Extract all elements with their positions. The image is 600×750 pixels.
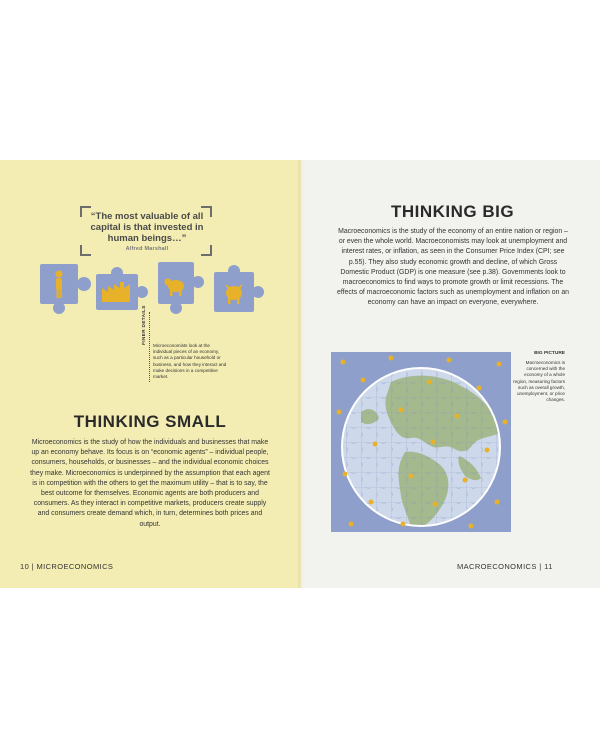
puzzle-piece-person	[40, 264, 91, 314]
heading-thinking-big: THINKING BIG	[390, 202, 515, 221]
puzzle-piece-factory	[96, 267, 148, 310]
quote-text: “The most valuable of all capital is that invested in human beings…”	[90, 211, 204, 244]
puzzle-piece-bull	[214, 265, 264, 312]
finer-details-text: Microeconomists look at the individual pieces of an economy, such as a particular household or business, and how they interact and make decisions in a competitive market.	[153, 343, 227, 380]
page-footer-right: MACROECONOMICS | 11	[457, 562, 553, 571]
big-picture-text: Macroeconomics is concerned with the economy of a whole region, measuring factors such as overall growth, unemployment, or price changes.	[513, 360, 565, 403]
finer-details-label: FINER DETAILS	[142, 305, 147, 345]
heading-thinking-small: THINKING SMALL	[73, 412, 227, 431]
quote-box	[80, 206, 212, 256]
puzzle-piece-bear	[158, 262, 204, 314]
globe-puzzle-illustration	[331, 352, 511, 532]
body-text-macro: Macroeconomics is the study of the economy of an entire nation or region – or even the whole world. Macroeconomists may look at unemployment and interest rates, or inflation, as seen in the Consumer Price Index (CPI; see p.55). They also study economic growth and decline, of which Gross Domestic Product (GDP) is one measure (see p.38). Governments look to macroeconomics to find ways to promote growth or limit recessions. The effects of macroeconomic factors such as unemployment and inflation on an economy can have an impact on everyone, everywhere.	[337, 228, 569, 307]
quote-author: Alfred Marshall	[125, 246, 169, 252]
puzzle-pieces-illustration	[38, 260, 270, 322]
book-spread	[0, 160, 600, 588]
page-footer-left: 10 | MICROECONOMICS	[20, 562, 114, 571]
body-text-micro: Microeconomics is the study of how the individuals and businesses that make up an economy behave. Its focus is on “economic agents” – individual people, consumers, households, or businesses – and the individual economic choices they make. Microeconomics is underpinned by the assumption that each agent is in competition with the others to get the maximum utility – that is to say, the best outcome for themselves. Economic agents are both producers and consumers. As they interact in competitive markets, producers create supply and consumers create demand which, in turn, determines both prices and output.	[30, 439, 270, 528]
earth-globe	[341, 367, 501, 528]
big-picture-label: BIG PICTURE	[534, 351, 565, 356]
page-gutter	[298, 160, 304, 588]
